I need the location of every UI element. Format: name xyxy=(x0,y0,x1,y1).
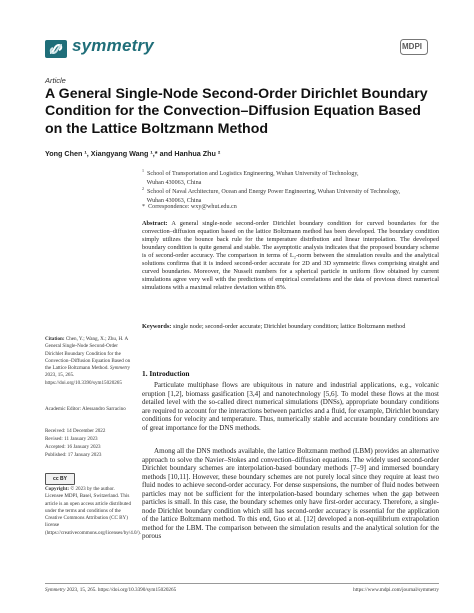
cc-license-icon: cc BY xyxy=(45,473,75,485)
keywords-text: single node; second-order accurate; Dirichlet boundary condition; lattice Boltzmann method xyxy=(172,323,406,330)
keywords-label: Keywords: xyxy=(142,323,172,330)
published-date: Published: 17 January 2023 xyxy=(45,452,102,458)
correspondence: * Correspondence: wxy@whut.edu.cn xyxy=(142,204,237,210)
footer-citation: Symmetry 2023, 15, 265. https://doi.org/10.3390/sym15020265 xyxy=(45,587,177,593)
paragraph-1: Particulate multiphase flows are ubiquitous in nature and industrial applications, e.g., volcanic eruption [1,2], biomass gasification [3,4] and nanotechnology [5,6]. To model these flows at the most detailed level with the so-called direct numerical simulations (DNSs), appropriate boundary conditions are required to account for the interactions between particles and a fluid, for example, Dirichlet boundary conditions for velocity and temperature. Thus, numerically stable and accurate boundary conditions are of great importance for the DNS methods. xyxy=(142,381,439,432)
footer-divider xyxy=(45,583,439,584)
section-heading: 1. Introduction xyxy=(142,369,190,378)
publisher-logo: MDPI xyxy=(402,42,422,51)
accepted-date: Accepted: 16 January 2023 xyxy=(45,444,101,450)
abstract-text: A general single-node second-order Dirichlet boundary condition for curved boundaries for the convection–diffusion equation based on the lattice Boltzmann method has been developed. The boundary condition simply utilizes the bounce back rule for the temperature distribution and linear interpolation. The developed boundary condition is quite general and stable. The asymptotic analysis indicates that the proposed boundary scheme is of second-order accuracy. The comparison in terms of L₂-norm between the simulation results and the analytical solutions confirms that it is indeed second-order accurate for 2D and 3D symmetric flows comprising straight and curved boundaries. Moreover, the Nusselt numbers for a spherical particle in uniform flow obtained by current simulations agree very well with the predictions of empirical correlations and the data of previous direct numerical simulations with a maximal relative deviation within 8%. xyxy=(142,220,439,292)
affiliation-2: $^2$ School of Naval Architecture, Ocean and Energy Power Engineering, Wuhan University of Technology, Wuhan 430063, China xyxy=(142,186,400,204)
keywords xyxy=(142,323,439,331)
journal-name: symmetry xyxy=(72,36,154,55)
article-type: Article xyxy=(45,76,66,85)
citation-block: Citation: Chen, Y.; Wang, X.; Zhu, H. A General Single-Node Second-Order Dirichlet Boundary Condition for the Convection–Diffusion Equation Based on the Lattice Boltzmann Method. Symmetry 2023, 15, 265. https://doi.org/10.3390/sym15020265 xyxy=(45,336,131,386)
footer-url[interactable]: https://www.mdpi.com/journal/symmetry xyxy=(353,587,439,593)
paragraph-2: Among all the DNS methods available, the lattice Boltzmann method (LBM) provides an alternative approach to solve the Navier–Stokes and convection–diffusion equations. The widely used second-order Dirichlet boundary schemes are interpolation-based boundary methods [7–9] and immersed boundary methods [10,11]. However, these boundary schemes are not purely local since they require at least two fluid nodes to achieve second-order accuracy. For dense suspensions, the number of fluid nodes between particles may not be sufficient for the interpolation-based boundary schemes when the gap between particles is small. In this case, the boundary schemes only have first-order accuracy. Therefore, a single-node Dirichlet boundary condition which still has second-order accuracy is essential for the application of the lattice Boltzmann method. To this end, Guo et al. [12] developed a non-equilibrium extrapolation method for the LBM. The comparison between the simulation results and the analytical solution for the porous xyxy=(142,447,439,541)
received-date: Received: 14 December 2022 xyxy=(45,428,106,434)
abstract-label: Abstract: xyxy=(142,220,168,227)
copyright-block: Copyright: © 2023 by the author. Licensee MDPI, Basel, Switzerland. This article is an open access article distributed under the terms and conditions of the Creative Commons Attribution (CC BY) license (https://creativecommons.org/licenses/by/4.0/). xyxy=(45,486,141,536)
revised-date: Revised: 11 January 2023 xyxy=(45,436,98,442)
academic-editor: Academic Editor: Alessandro Sarracino xyxy=(45,406,126,412)
affiliation-1: $^1$ School of Transportation and Logistics Engineering, Wuhan University of Technology, Wuhan 430063, China xyxy=(142,168,359,186)
journal-logo-icon xyxy=(45,40,67,58)
abstract xyxy=(142,220,439,292)
paper-title: A General Single-Node Second-Order Dirichlet Boundary Condition for the Convection–Diffusion Equation Based on the Lattice Boltzmann Method xyxy=(45,86,428,137)
author-list: Yong Chen ¹, Xiangyang Wang ¹,* and Hanhua Zhu ² xyxy=(45,149,221,158)
